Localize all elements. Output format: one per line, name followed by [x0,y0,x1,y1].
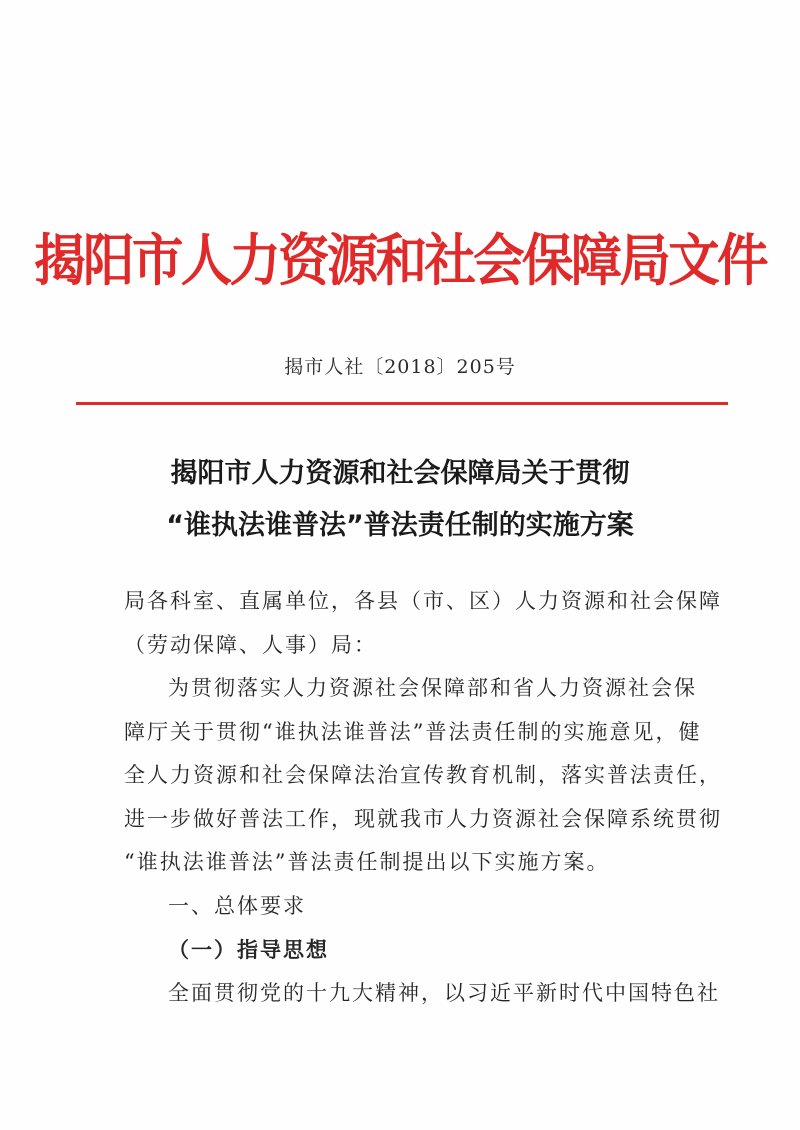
paragraph-line: 为贯彻落实人力资源社会保障部和省人力资源社会保 [168,676,697,700]
section-heading: 一、总体要求 [168,893,306,918]
paragraph-line: 全面贯彻党的十九大精神，以习近平新时代中国特色社 [168,980,720,1005]
paragraph-line: 进一步做好普法工作，现就我市人力资源社会保障系统贯彻 [124,806,722,831]
paragraph-line: 全人力资源和社会保障法治宣传教育机制，落实普法责任， [124,763,722,787]
document-number: 揭市人社〔2018〕205号 [284,356,516,378]
org-header-title: 揭阳市人力资源和社会保障局文件 [34,229,766,294]
paragraph-line: “谁执法谁普法”普法责任制提出以下实施方案。 [124,850,610,874]
document-title [0,448,800,552]
title-line-2: “谁执法谁普法”普法责任制的实施方案 [166,510,634,541]
addressee-line-2: （劳动保障、人事）局： [124,632,377,657]
paragraph-line: 障厅关于贯彻“谁执法谁普法”普法责任制的实施意见，健 [124,719,702,744]
red-divider-line [76,402,728,405]
title-line-1: 揭阳市人力资源和社会保障局关于贯彻 [170,458,630,489]
subsection-heading: （一）指导思想 [168,937,329,962]
addressee-line-1: 局各科室、直属单位，各县（市、区）人力资源和社会保障 [124,589,722,613]
document-body [124,580,722,1015]
